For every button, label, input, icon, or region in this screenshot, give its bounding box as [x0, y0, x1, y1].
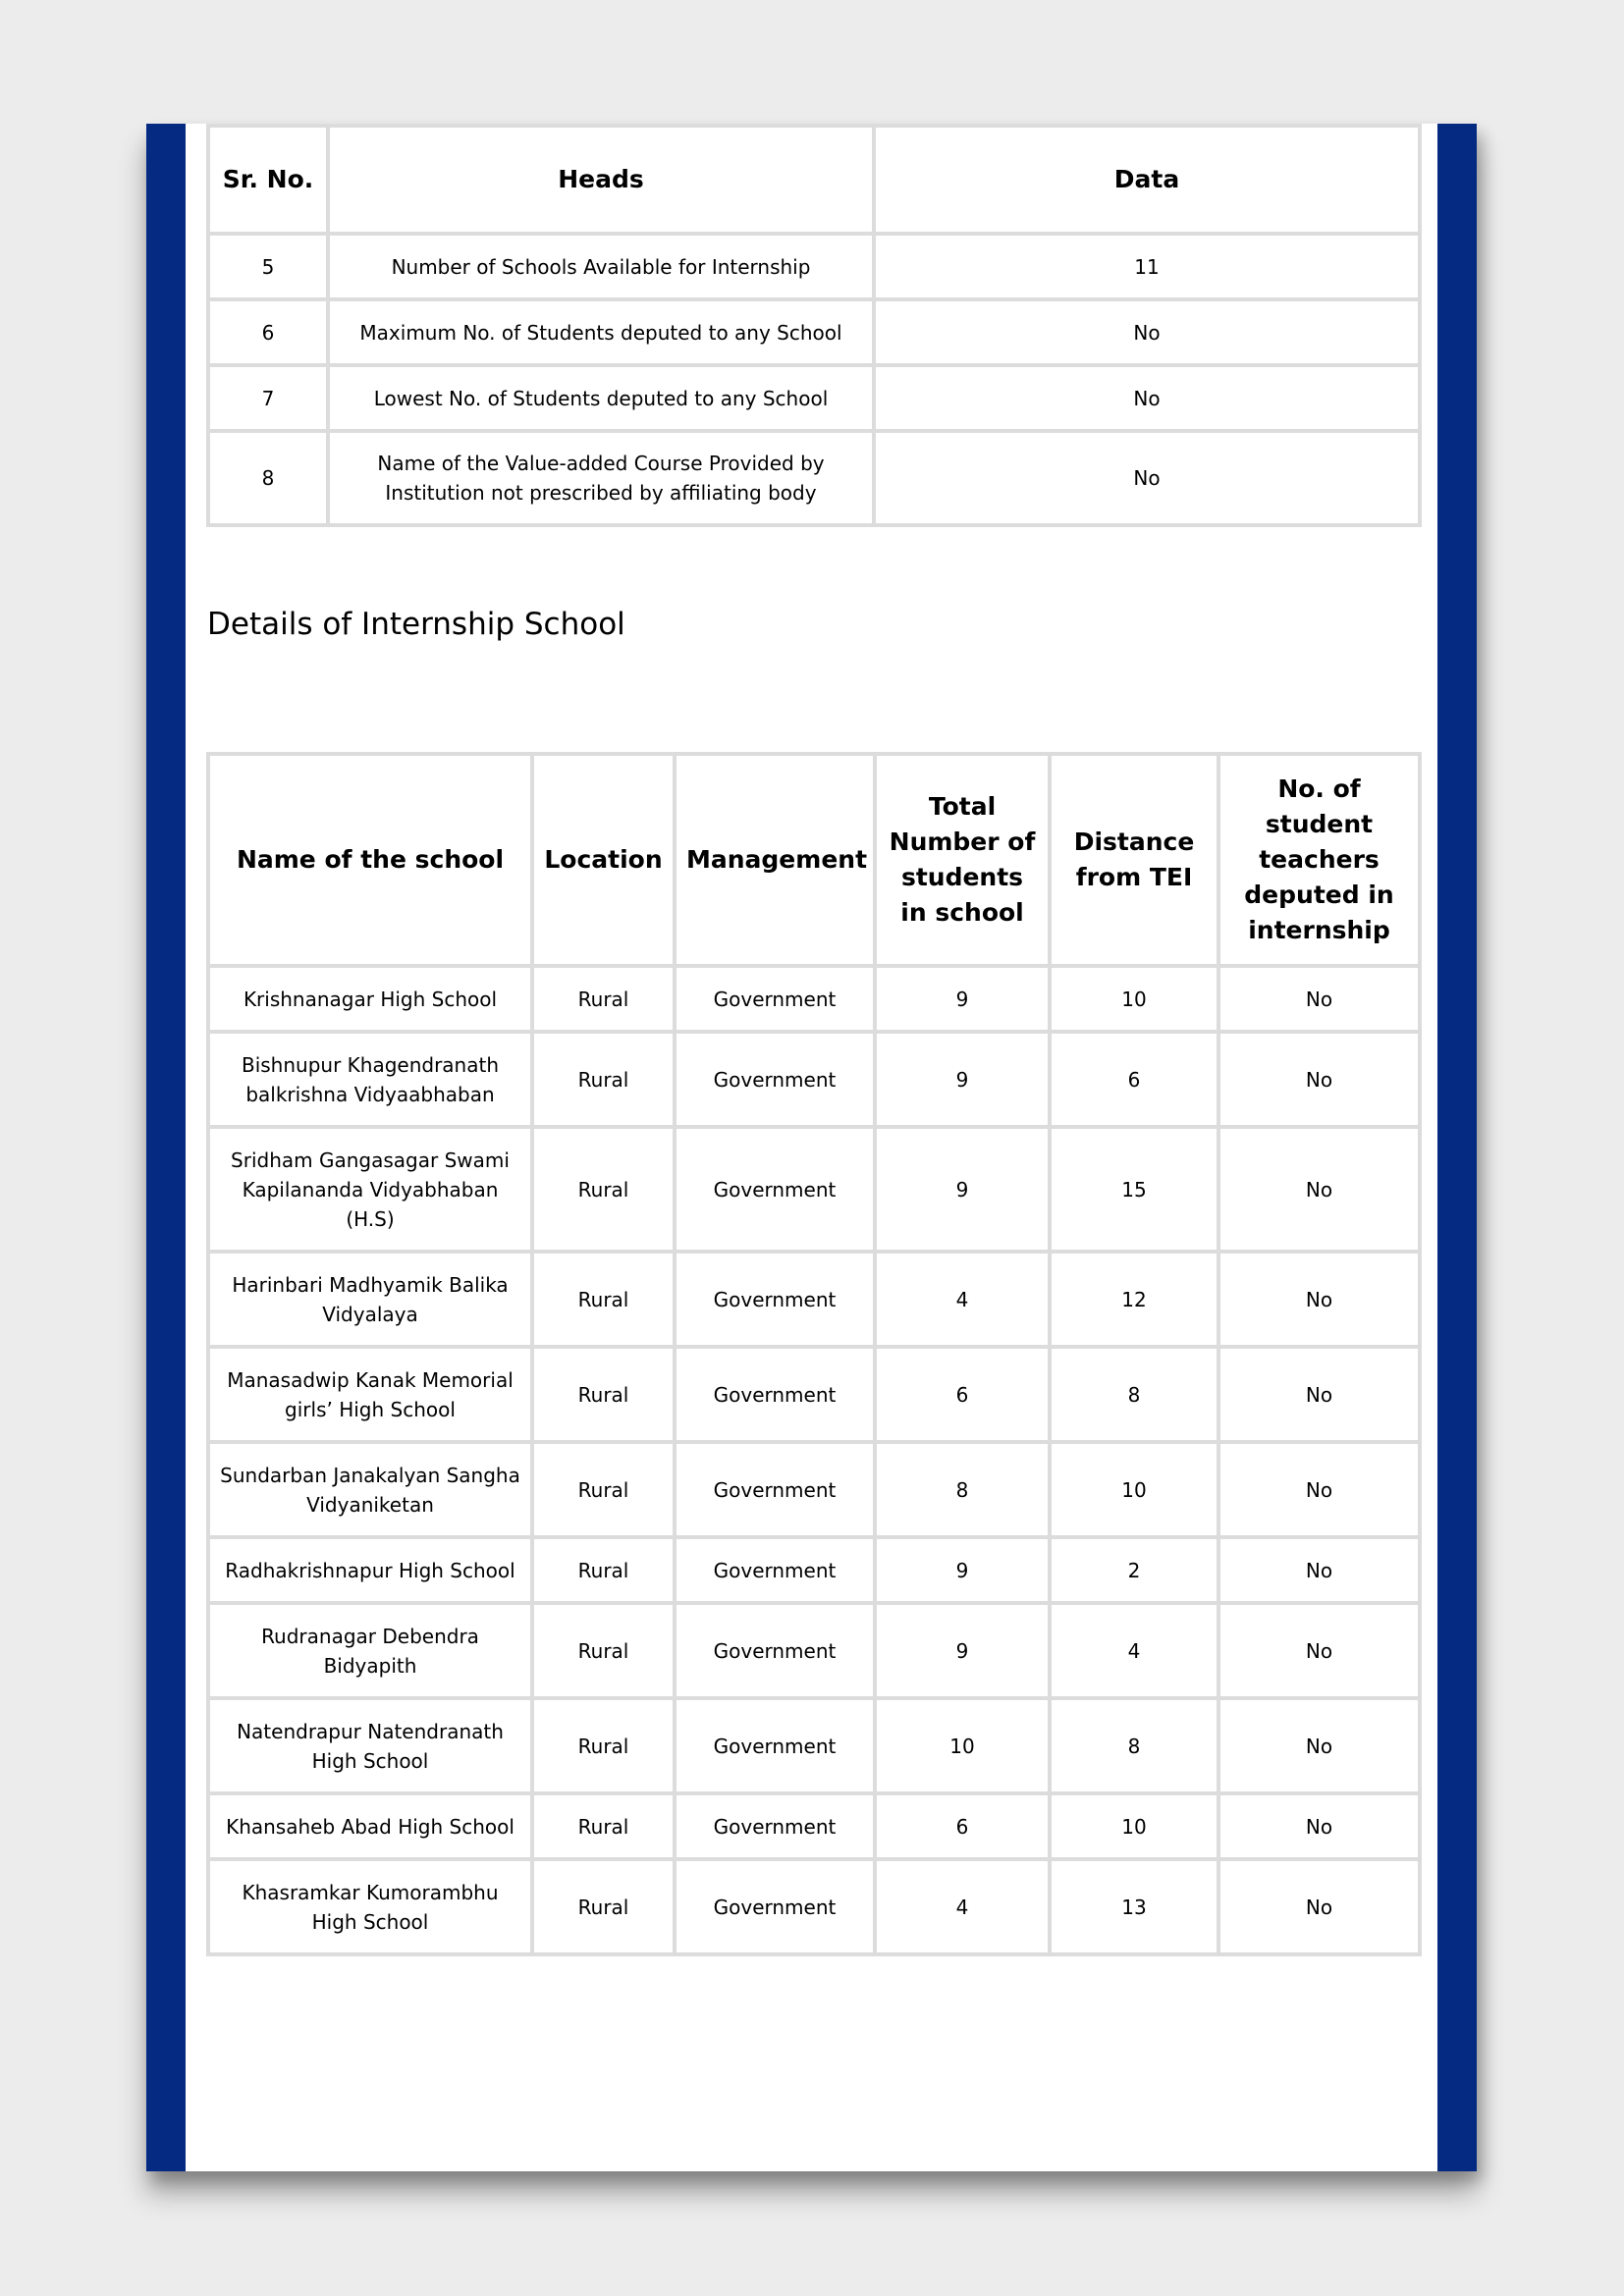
deputed-cell: No [1218, 1442, 1420, 1537]
location-cell: Rural [532, 1127, 675, 1252]
location-cell: Rural [532, 1603, 675, 1698]
data-cell: No [874, 431, 1420, 525]
deputed-header: No. of student teachers deputed in internship [1218, 754, 1420, 966]
table-row [208, 1252, 1420, 1347]
deputed-cell: No [1218, 1252, 1420, 1347]
distance-cell: 10 [1050, 966, 1218, 1032]
location-cell: Rural [532, 1347, 675, 1442]
deputed-cell: No [1218, 1127, 1420, 1252]
management-cell: Government [675, 1347, 875, 1442]
distance-cell: 2 [1050, 1537, 1218, 1603]
total-students-cell: 6 [875, 1793, 1050, 1859]
deputed-cell: No [1218, 1032, 1420, 1127]
location-cell: Rural [532, 1537, 675, 1603]
left-border-band [146, 124, 186, 2171]
total-students-cell: 4 [875, 1252, 1050, 1347]
school-name-cell: Rudranagar Debendra Bidyapith [208, 1603, 532, 1698]
table-row [208, 431, 1420, 525]
total-students-header: Total Number of students in school [875, 754, 1050, 966]
deputed-cell: No [1218, 1603, 1420, 1698]
table-row [208, 1032, 1420, 1127]
location-header: Location [532, 754, 675, 966]
deputed-cell: No [1218, 966, 1420, 1032]
sr-no-header: Sr. No. [208, 126, 328, 234]
table-row [208, 1127, 1420, 1252]
school-name-cell: Khasramkar Kumorambhu High School [208, 1859, 532, 1954]
school-name-cell: Khansaheb Abad High School [208, 1793, 532, 1859]
summary-table [206, 124, 1422, 527]
total-students-cell: 4 [875, 1859, 1050, 1954]
location-cell: Rural [532, 1859, 675, 1954]
table-row [208, 1442, 1420, 1537]
total-students-cell: 9 [875, 1032, 1050, 1127]
document-page [146, 124, 1477, 2171]
deputed-cell: No [1218, 1537, 1420, 1603]
location-cell: Rural [532, 1442, 675, 1537]
school-name-cell: Bishnupur Khagendranath balkrishna Vidyaabhaban [208, 1032, 532, 1127]
distance-cell: 12 [1050, 1252, 1218, 1347]
distance-cell: 10 [1050, 1793, 1218, 1859]
schools-header-row [208, 754, 1420, 966]
management-cell: Government [675, 1793, 875, 1859]
sr-no-cell: 8 [208, 431, 328, 525]
management-cell: Government [675, 966, 875, 1032]
table-row [208, 1698, 1420, 1793]
head-cell: Number of Schools Available for Internship [328, 234, 874, 299]
school-name-cell: Harinbari Madhyamik Balika Vidyalaya [208, 1252, 532, 1347]
management-cell: Government [675, 1603, 875, 1698]
table-row [208, 234, 1420, 299]
deputed-cell: No [1218, 1347, 1420, 1442]
deputed-cell: No [1218, 1698, 1420, 1793]
table-row [208, 966, 1420, 1032]
school-name-cell: Natendrapur Natendranath High School [208, 1698, 532, 1793]
distance-header: Distance from TEI [1050, 754, 1218, 966]
distance-cell: 15 [1050, 1127, 1218, 1252]
table-row [208, 1793, 1420, 1859]
school-name-header: Name of the school [208, 754, 532, 966]
school-name-cell: Krishnanagar High School [208, 966, 532, 1032]
data-cell: 11 [874, 234, 1420, 299]
total-students-cell: 8 [875, 1442, 1050, 1537]
management-cell: Government [675, 1127, 875, 1252]
management-cell: Government [675, 1032, 875, 1127]
data-header: Data [874, 126, 1420, 234]
summary-header-row [208, 126, 1420, 234]
school-name-cell: Sundarban Janakalyan Sangha Vidyaniketan [208, 1442, 532, 1537]
total-students-cell: 9 [875, 1603, 1050, 1698]
management-cell: Government [675, 1252, 875, 1347]
location-cell: Rural [532, 1032, 675, 1127]
heads-header: Heads [328, 126, 874, 234]
section-title: Details of Internship School [207, 607, 625, 642]
school-name-cell: Sridham Gangasagar Swami Kapilananda Vidyabhaban (H.S) [208, 1127, 532, 1252]
distance-cell: 4 [1050, 1603, 1218, 1698]
table-row [208, 365, 1420, 431]
total-students-cell: 6 [875, 1347, 1050, 1442]
location-cell: Rural [532, 1698, 675, 1793]
school-name-cell: Radhakrishnapur High School [208, 1537, 532, 1603]
internship-schools-table [206, 752, 1422, 1956]
management-cell: Government [675, 1442, 875, 1537]
head-cell: Lowest No. of Students deputed to any School [328, 365, 874, 431]
distance-cell: 8 [1050, 1698, 1218, 1793]
table-row [208, 1603, 1420, 1698]
management-header: Management [675, 754, 875, 966]
management-cell: Government [675, 1698, 875, 1793]
location-cell: Rural [532, 966, 675, 1032]
location-cell: Rural [532, 1793, 675, 1859]
data-cell: No [874, 365, 1420, 431]
total-students-cell: 9 [875, 1537, 1050, 1603]
total-students-cell: 9 [875, 1127, 1050, 1252]
table-row [208, 1859, 1420, 1954]
right-border-band [1437, 124, 1477, 2171]
head-cell: Maximum No. of Students deputed to any School [328, 299, 874, 365]
sr-no-cell: 6 [208, 299, 328, 365]
distance-cell: 8 [1050, 1347, 1218, 1442]
distance-cell: 10 [1050, 1442, 1218, 1537]
distance-cell: 6 [1050, 1032, 1218, 1127]
management-cell: Government [675, 1859, 875, 1954]
distance-cell: 13 [1050, 1859, 1218, 1954]
data-cell: No [874, 299, 1420, 365]
total-students-cell: 10 [875, 1698, 1050, 1793]
sr-no-cell: 5 [208, 234, 328, 299]
table-row [208, 1537, 1420, 1603]
table-row [208, 299, 1420, 365]
school-name-cell: Manasadwip Kanak Memorial girls’ High School [208, 1347, 532, 1442]
table-row [208, 1347, 1420, 1442]
location-cell: Rural [532, 1252, 675, 1347]
head-cell: Name of the Value-added Course Provided by Institution not prescribed by affiliating body [328, 431, 874, 525]
deputed-cell: No [1218, 1859, 1420, 1954]
total-students-cell: 9 [875, 966, 1050, 1032]
deputed-cell: No [1218, 1793, 1420, 1859]
management-cell: Government [675, 1537, 875, 1603]
sr-no-cell: 7 [208, 365, 328, 431]
